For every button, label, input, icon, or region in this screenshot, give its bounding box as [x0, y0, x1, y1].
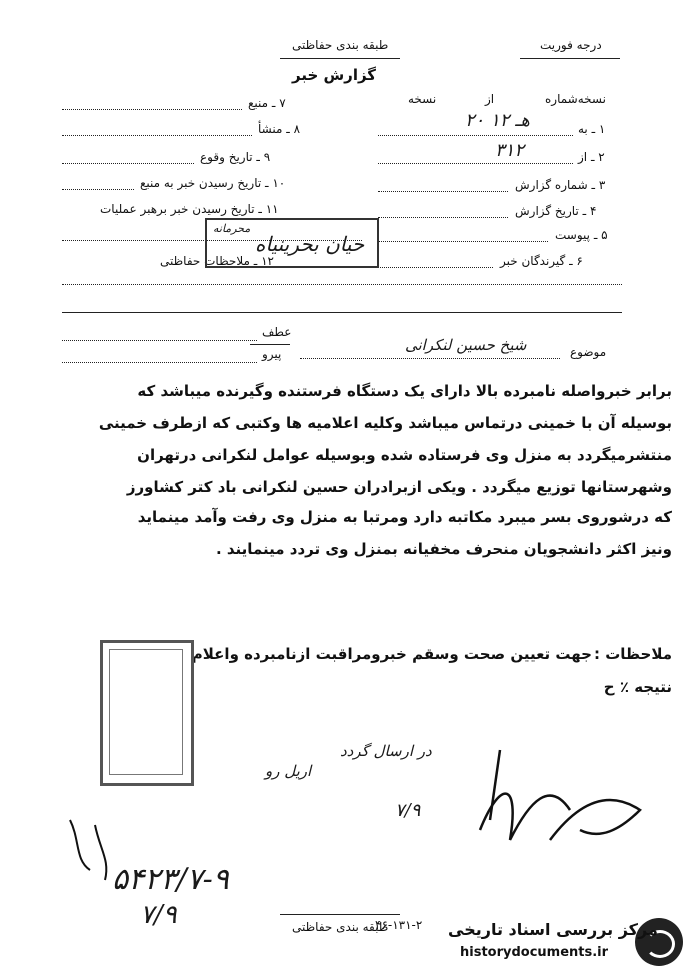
- urgency-underline: [520, 58, 620, 59]
- subject-value: شیخ حسین لنکرانی: [405, 336, 527, 354]
- report-title: گزارش خبر: [292, 66, 377, 84]
- annotation-note-2: اریل رو: [265, 762, 312, 780]
- field-1-label: ۱ ـ به: [578, 122, 606, 136]
- margin-scribble-stroke: [70, 820, 106, 880]
- footer-rule: [280, 914, 400, 915]
- az-label: از: [485, 92, 495, 106]
- field-5-label: ۵ ـ پیوست: [555, 228, 608, 242]
- name-stamp: [205, 218, 379, 268]
- field-4-line: [378, 217, 508, 218]
- annotation-date-1: ۷/۹: [395, 800, 421, 821]
- archive-logo-text: مرکز بررسی اسناد تاریخی: [448, 920, 658, 939]
- field-9-line: [62, 163, 194, 164]
- nuskhe-label: نسخه: [408, 92, 437, 106]
- annotation-note-1: در ارسال گردد: [340, 742, 432, 760]
- stamp-name: حیان بحرینیاه: [255, 232, 365, 256]
- body-line-1: برابر خبرواصله نامبرده بالا دارای یک دستگاه فرستنده وگیرنده میباشد که: [137, 382, 672, 400]
- section-divider: [62, 312, 622, 313]
- annotation-date-2: ۷/۹: [140, 900, 177, 930]
- field-2-label: ۲ ـ از: [578, 150, 605, 164]
- field-8-line: [62, 135, 252, 136]
- subject-line: [300, 358, 560, 359]
- subject-label: موضوع: [570, 345, 607, 359]
- body-line-4: وشهرستانها توزیع میگردد . ویکی ازبرادران حسین لنکرانی باد کتر کشاورز: [126, 478, 672, 496]
- remarks-label: ملاحظات :: [593, 645, 672, 663]
- field-10-label: ۱۰ ـ تاریخ رسیدن خبر به منبع: [140, 176, 286, 190]
- remarks-text: جهت تعیین صحت وسقم خبرومراقبت ازنامبرده واعلام: [191, 645, 592, 663]
- field-9-label: ۹ ـ تاریخ وقوع: [200, 150, 271, 164]
- receipt-stamp-inner: [109, 649, 183, 775]
- atf-line: [62, 340, 257, 341]
- field-2-line: [378, 163, 573, 164]
- copy-number-label: نسخه‌شماره: [545, 92, 606, 106]
- signature-stroke-3: [490, 750, 500, 820]
- field-2-value: ۳۱۲: [495, 140, 525, 161]
- urgency-label: درجه فوریت: [540, 38, 602, 52]
- peyro-line: [62, 362, 257, 363]
- field-extra-line-2: [62, 284, 622, 285]
- field-7-line: [62, 109, 242, 110]
- remarks-result: نتیجه ٪ ح: [603, 678, 672, 696]
- field-1-value: ۲۰ هـ ۱۲: [465, 110, 530, 131]
- archive-logo-url: historydocuments.ir: [460, 945, 609, 960]
- header-underline: [280, 58, 400, 59]
- signature-stroke-2: [550, 800, 640, 840]
- field-11-label: ۱۱ ـ تاریخ رسیدن خبر برهبر عملیات: [100, 202, 279, 216]
- field-3-label: ۳ ـ شماره گزارش: [515, 178, 606, 192]
- field-7-label: ۷ ـ منبع: [248, 96, 286, 110]
- body-line-3: منتشرمیگردد به منزل وی فرستاده شده وبوسیله عوامل لنکرانی درتهران: [137, 446, 672, 464]
- body-line-2: بوسیله آن با خمینی درتماس میباشد وکلیه اعلامیه ها وکتبی که ازطرف خمینی: [98, 414, 672, 432]
- margin-scribble: [60, 810, 130, 890]
- field-4-label: ۴ ـ تاریخ گزارش: [515, 204, 597, 218]
- field-3-line: [378, 191, 508, 192]
- body-line-6: ونیز اکثر دانشجویان منحرف مخفیانه بمنزل وی تردد مینمایند .: [215, 540, 672, 558]
- field-6-label: ۶ ـ گیرندگان خبر: [500, 254, 583, 268]
- annotation-number: ۵۴۲۳/۷-۹: [112, 862, 229, 897]
- atf-label: عطف: [262, 325, 292, 339]
- classification-label-top: طبقه بندی حفاظتی: [292, 38, 389, 52]
- receipt-stamp: [100, 640, 194, 786]
- signature-marks: [440, 720, 660, 870]
- field-6-line: [378, 267, 493, 268]
- classification-label-bottom: طبقه بندی حفاظتی: [292, 920, 389, 934]
- peyro-label: پیرو: [262, 347, 282, 361]
- field-8-label: ۸ ـ منشأ: [258, 122, 301, 136]
- stamp-small-text: محرمانه: [213, 222, 251, 235]
- field-5-line: [378, 241, 548, 242]
- atf-divider: [250, 344, 290, 345]
- field-1-line: [378, 135, 573, 136]
- field-12-label: ۱۲ ـ ملاحظات حفاظتی: [160, 254, 274, 268]
- footer-ref: ۴۶-۱۳۱-۲: [375, 918, 423, 932]
- body-line-5: که درشوروی بسر میبرد مکاتبه دارد ومرتبا به منزل وی رفت وآمد مینماید: [137, 508, 672, 526]
- field-10-line: [62, 189, 134, 190]
